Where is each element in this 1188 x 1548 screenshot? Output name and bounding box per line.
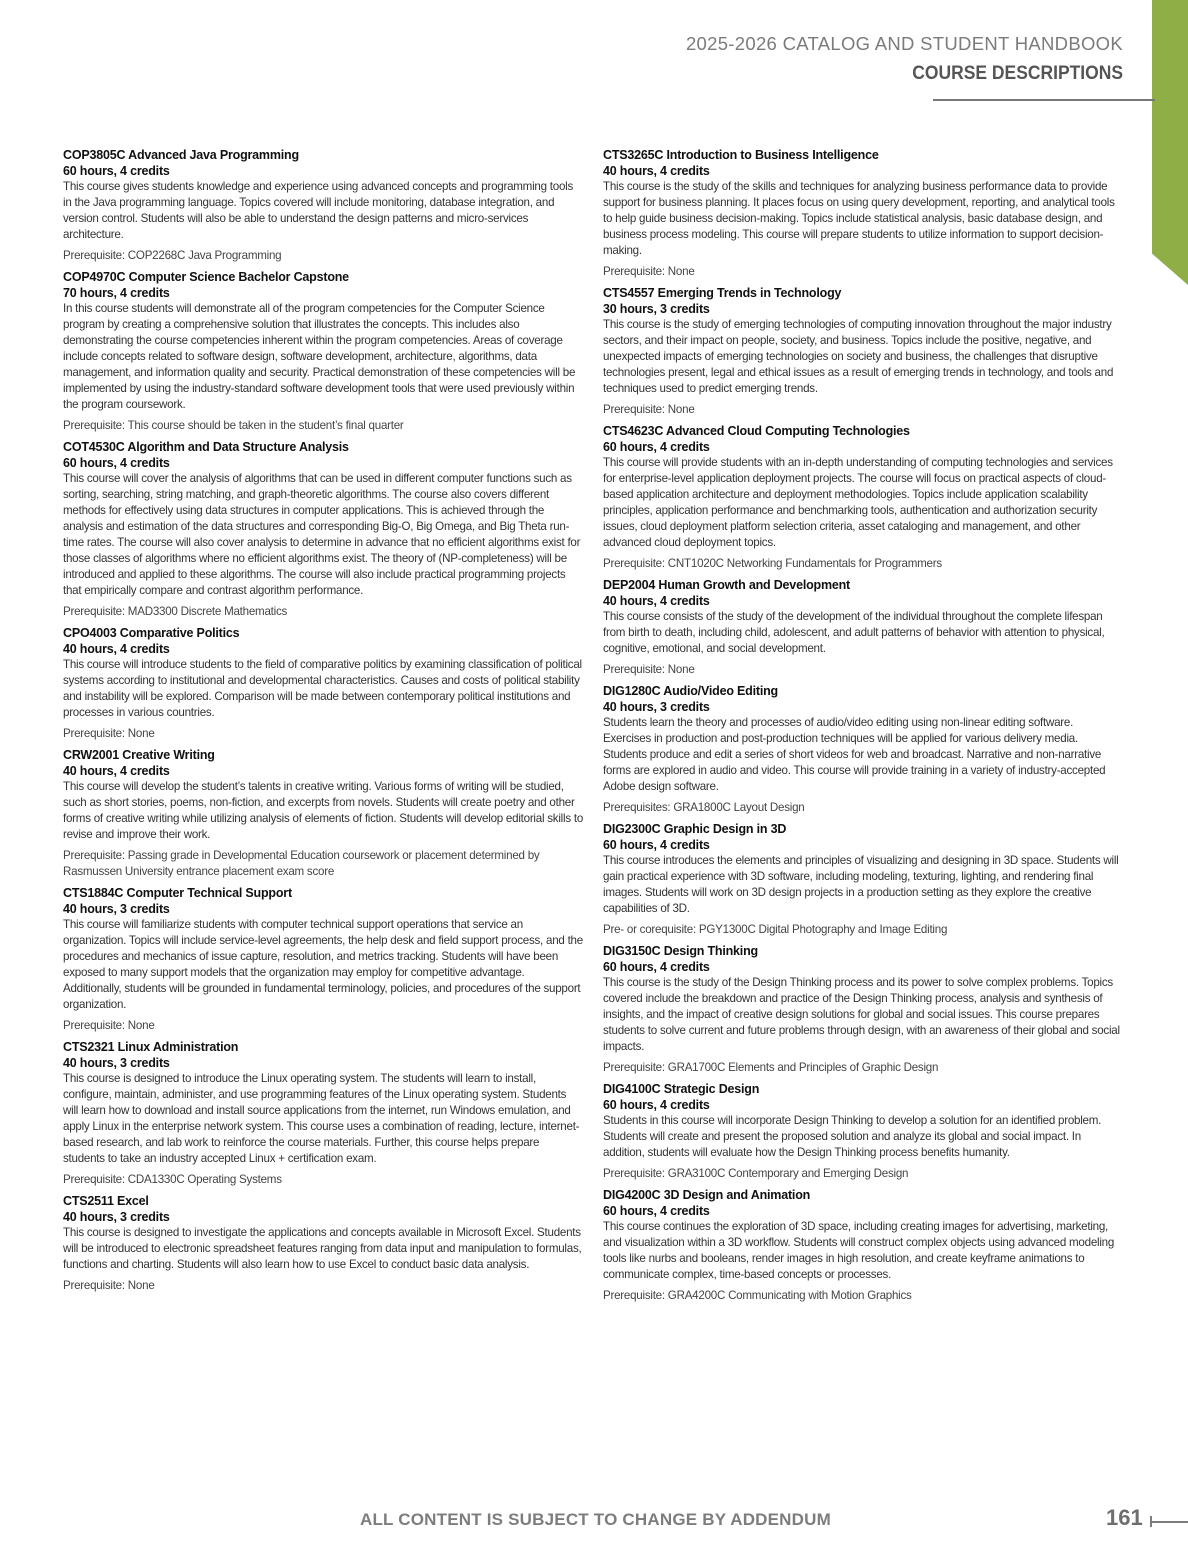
course-hours: 60 hours, 4 credits xyxy=(603,1204,710,1218)
course-title: COT4530C Algorithm and Data Structure Analysis xyxy=(63,440,349,454)
course-prereq: Prerequisite: GRA4200C Communicating with Motion Graphics xyxy=(603,1289,912,1302)
course-desc: This course is designed to introduce the Linux operating system. The students will learn to install, configure, maintain, administer, and use programming features of the Linux operating system. Students will learn how to download and install source applications from the internet, run Windows emulation, and apply Linux in the enterprise network system. This course uses a combination of reading, lecture, internet-based research, and lab work to reinforce the course materials. Further, this course helps prepare students to take an industry accepted Linux + certification exam. xyxy=(63,1072,580,1165)
course-prereq: Pre- or corequisite: PGY1300C Digital Photography and Image Editing xyxy=(603,923,948,936)
course-desc: This course is the study of emerging technologies of computing innovation throughout the major industry sectors, and their impact on people, society, and business. Topics include the positive, negative, and unexpected impacts of emerging technologies on society and business, the challenges that disruptive technologies present, legal and ethical issues as a result of emerging trends in technology, and tools and techniques used to predict emerging trends. xyxy=(603,318,1114,395)
right-column xyxy=(603,147,1123,1309)
page-number: 161 xyxy=(1106,1505,1143,1530)
course-desc: This course is the study of the Design Thinking process and its power to solve complex problems. Topics covered include the breakdown and practice of the Design Thinking process, analysis and synthesis of insights, and the impact of creative design solutions for global and social issues. This course prepares students to solve current and future problems through design, with an awareness of their global and social impacts. xyxy=(603,976,1120,1053)
course-prereq: Prerequisite: COP2268C Java Programming xyxy=(63,249,282,262)
header-divider xyxy=(933,99,1155,101)
course-title: DIG1280C Audio/Video Editing xyxy=(603,684,778,698)
course-desc: This course will provide students with an in-depth understanding of computing technologies and services for enterprise-level application deployment projects. The course will focus on practical aspects of cloud-based application architecture and deployment methodologies. Topics include application scalability principles, application performance and benchmarking tools, authentication and authorization security issues, cloud deployment platform selection criteria, asset cataloging and management, and other advanced cloud deployment topics. xyxy=(603,456,1113,549)
course-desc: This course will familiarize students with computer technical support operations that service an organization. Topics will include service-level agreements, the help desk and field support process, and the procedures and mechanics of issue capture, resolution, and metrics tracking. Students will have been exposed to many support models that the organization may employ for competitive advantage. Additionally, students will be grounded in fundamental terminology, policies, and procedures of the support organization. xyxy=(63,918,583,1011)
course-title: DIG4200C 3D Design and Animation xyxy=(603,1188,811,1202)
course-entry xyxy=(63,439,583,620)
course-entry xyxy=(603,147,1123,280)
course-desc: This course is the study of the skills and techniques for analyzing business performance data to provide support for business planning. It places focus on using query development, reporting, and analytical tools to help guide business decision-making. Topics include statistical analysis, basic database design, and business process modeling. This course will prepare students to utilize information to support decision-making. xyxy=(603,180,1115,257)
course-title: CTS3265C Introduction to Business Intelligence xyxy=(603,148,879,162)
course-desc: Students learn the theory and processes of audio/video editing using non-linear editing software. Exercises in production and post-production techniques will be applied for various delivery media. Students produce and edit a series of short videos for web and broadcast. Narrative and non-narrative forms are explored in audio and video. This course will provide training in a variety of industry-accepted Adobe design software. xyxy=(603,716,1106,793)
course-hours: 60 hours, 4 credits xyxy=(603,440,710,454)
course-entry xyxy=(63,1193,583,1294)
course-hours: 60 hours, 4 credits xyxy=(63,456,170,470)
course-hours: 40 hours, 3 credits xyxy=(603,700,710,714)
course-entry xyxy=(603,1081,1123,1182)
course-prereq: Prerequisites: GRA1800C Layout Design xyxy=(603,801,805,814)
section-title: COURSE DESCRIPTIONS xyxy=(912,63,1123,84)
course-hours: 40 hours, 4 credits xyxy=(603,594,710,608)
course-prereq: Prerequisite: GRA3100C Contemporary and Emerging Design xyxy=(603,1167,909,1180)
course-entry xyxy=(603,683,1123,816)
course-desc: In this course students will demonstrate all of the program competencies for the Computer Science program by creating a comprehensive solution that illustrates the concepts. This includes also demonstrating the course competencies inherent within the program competencies. Areas of coverage include concepts related to software design, software development, architecture, algorithms, data management, and information quality and security. Practical demonstration of these competencies will be implemented by using the industry-standard software development tools that were used previously within the program coursework. xyxy=(63,302,576,411)
course-entry xyxy=(63,269,583,434)
course-entry xyxy=(603,423,1123,572)
course-prereq: Prerequisite: This course should be taken in the student’s final quarter xyxy=(63,419,404,432)
course-title: CTS2511 Excel xyxy=(63,1194,149,1208)
course-hours: 30 hours, 3 credits xyxy=(603,302,710,316)
green-side-tab xyxy=(1152,0,1188,285)
course-desc: Students in this course will incorporate Design Thinking to develop a solution for an identified problem. Students will create and present the proposed solution and analyze its global and social impact. In addition, students will evaluate how the Design Thinking process benefits humanity. xyxy=(603,1114,1102,1159)
course-hours: 40 hours, 4 credits xyxy=(63,764,170,778)
course-title: CRW2001 Creative Writing xyxy=(63,748,215,762)
course-hours: 40 hours, 3 credits xyxy=(63,1210,170,1224)
course-entry xyxy=(603,577,1123,678)
course-entry xyxy=(63,1039,583,1188)
course-prereq: Prerequisite: None xyxy=(603,265,695,278)
course-desc: This course is designed to investigate the applications and concepts available in Microsoft Excel. Students will be introduced to electronic spreadsheet features ranging from data input and manipulation to formulas, functions and charting. Students will also learn how to use Excel to conduct basic data analysis. xyxy=(63,1226,582,1271)
course-prereq: Prerequisite: MAD3300 Discrete Mathematics xyxy=(63,605,288,618)
course-title: COP3805C Advanced Java Programming xyxy=(63,148,299,162)
course-entry xyxy=(603,285,1123,418)
course-prereq: Prerequisite: GRA1700C Elements and Principles of Graphic Design xyxy=(603,1061,939,1074)
course-desc: This course consists of the study of the development of the individual throughout the complete lifespan from birth to death, including child, adolescent, and adult patterns of behavior with attention to physical, cognitive, emotional, and social development. xyxy=(603,610,1105,655)
catalog-title: 2025-2026 CATALOG AND STUDENT HANDBOOK xyxy=(685,33,1123,54)
course-hours: 40 hours, 3 credits xyxy=(63,902,170,916)
course-hours: 60 hours, 4 credits xyxy=(63,164,170,178)
course-desc: This course gives students knowledge and experience using advanced concepts and programming tools in the Java programming language. Topics covered will include monitoring, database integration, and version control. Students will also be able to understand the design patterns and micro-services architecture. xyxy=(63,180,574,241)
course-entry xyxy=(603,821,1123,938)
course-entry xyxy=(63,885,583,1034)
course-hours: 60 hours, 4 credits xyxy=(603,1098,710,1112)
course-title: CTS4623C Advanced Cloud Computing Technologies xyxy=(603,424,910,438)
course-prereq: Prerequisite: CDA1330C Operating Systems xyxy=(63,1173,282,1186)
course-title: CPO4003 Comparative Politics xyxy=(63,626,240,640)
course-hours: 60 hours, 4 credits xyxy=(603,960,710,974)
course-title: DIG2300C Graphic Design in 3D xyxy=(603,822,787,836)
course-entry xyxy=(63,747,583,880)
course-title: DEP2004 Human Growth and Development xyxy=(603,578,851,592)
course-entry xyxy=(603,1187,1123,1304)
course-desc: This course will develop the student’s talents in creative writing. Various forms of writing will be studied, such as short stories, poems, non-fiction, and excerpts from novels. Students will create poetry and other forms of creative writing while utilizing analysis of elements of fiction. Students will develop editorial skills to revise and improve their work. xyxy=(63,780,584,841)
course-desc: This course continues the exploration of 3D space, including creating images for advertising, marketing, and visualization within a 3D workflow. Students will construct complex objects using advanced modeling tools like nurbs and booleans, render images in high resolution, and create keyframe animations to communicate complex, time-based concepts or processes. xyxy=(603,1220,1115,1281)
course-hours: 40 hours, 4 credits xyxy=(63,642,170,656)
left-column xyxy=(63,147,583,1299)
course-prereq: Prerequisite: None xyxy=(603,663,695,676)
page-marker-line xyxy=(1150,1521,1188,1523)
footer-notice: ALL CONTENT IS SUBJECT TO CHANGE BY ADDENDUM xyxy=(360,1510,831,1529)
course-title: COP4970C Computer Science Bachelor Capstone xyxy=(63,270,349,284)
course-prereq: Prerequisite: CNT1020C Networking Fundamentals for Programmers xyxy=(603,557,942,570)
course-hours: 60 hours, 4 credits xyxy=(603,838,710,852)
course-title: CTS2321 Linux Administration xyxy=(63,1040,239,1054)
course-title: CTS1884C Computer Technical Support xyxy=(63,886,292,900)
course-entry xyxy=(63,625,583,742)
course-prereq: Prerequisite: None xyxy=(63,1019,155,1032)
course-title: DIG3150C Design Thinking xyxy=(603,944,758,958)
course-desc: This course will introduce students to the field of comparative politics by examining classification of political systems according to institutional and developmental characteristics. Causes and costs of political stability and instability will be explored. Comparison will be made between contemporary political institutions and processes in various countries. xyxy=(63,658,582,719)
course-desc: This course will cover the analysis of algorithms that can be used in different computer functions such as sorting, searching, string matching, and graph-theoretic algorithms. The course also covers different methods for effectively using data structures in computer applications. This is achieved through the analysis and estimation of the data structures and corresponding Big-O, Big Omega, and Big Theta run-time rates. The course will also cover analysis to determine in advance that no efficient algorithms exist for those classes of algorithms where no efficient algorithms exist. The theory of (NP-completeness) will be introduced and applied to these algorithms. The course will also include practical programming projects that empirically compare and contrast algorithm performance. xyxy=(63,472,581,597)
page-header xyxy=(686,33,1123,85)
course-prereq: Prerequisite: Passing grade in Developmental Education coursework or placement determined by Rasmussen University entrance placement exam score xyxy=(63,849,540,878)
course-prereq: Prerequisite: None xyxy=(63,727,155,740)
course-title: DIG4100C Strategic Design xyxy=(603,1082,760,1096)
course-entry xyxy=(63,147,583,264)
course-hours: 40 hours, 3 credits xyxy=(63,1056,170,1070)
course-prereq: Prerequisite: None xyxy=(603,403,695,416)
course-hours: 70 hours, 4 credits xyxy=(63,286,170,300)
course-title: CTS4557 Emerging Trends in Technology xyxy=(603,286,842,300)
course-prereq: Prerequisite: None xyxy=(63,1279,155,1292)
course-desc: This course introduces the elements and principles of visualizing and designing in 3D space. Students will gain practical experience with 3D software, including modeling, texturing, lighting, and rendering final images. Students will work on 3D design projects in a production setting as they explore the creative capabilities of 3D. xyxy=(603,854,1119,915)
course-hours: 40 hours, 4 credits xyxy=(603,164,710,178)
course-entry xyxy=(603,943,1123,1076)
